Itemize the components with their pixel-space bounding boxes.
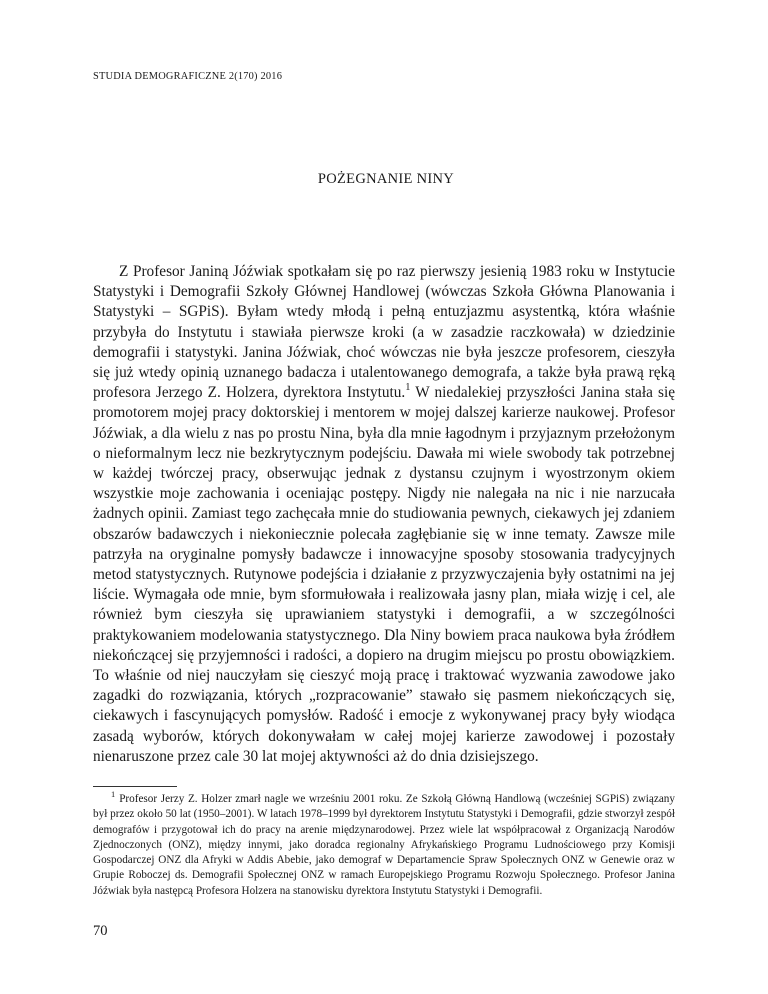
footnote-number: 1 [111,790,116,800]
body-paragraph [93,262,675,767]
footnote-text: Profesor Jerzy Z. Holzer zmarł nagle we wrześniu 2001 roku. Ze Szkołą Główną Handlową (wcześniej SGPiS) związany był przez około 50 lat (1950–2001). W latach 1978–1999 był dyrektorem Instytutu Statystyki i Demografii, gdzie stworzył zespół demografów i przygotował ich do pracy na arenie międzynarodowej. Przez wiele lat współpracował z Organizacją Narodów Zjednoczonych (ONZ), między innymi, jako doradca regionalny Afrykańskiego Programu Ludnościowego przy Komisji Gospodarczej ONZ dla Afryki w Addis Abebie, jako demograf w Departamencie Spraw Społecznych ONZ w Genewie oraz w Grupie Roboczej ds. Demografii Społecznej ONZ w ramach Europejskiego Programu Rozwoju Społecznego. Profesor Janina Jóźwiak była następcą Profesora Holzera na stanowisku dyrektora Instytutu Statystyki i Demografii. [93,793,675,897]
page-number: 70 [93,923,108,939]
footnote-reference[interactable]: 1 [405,382,411,394]
footnote-divider [93,786,177,787]
article-title: POŻEGNANIE NINY [317,171,455,187]
running-header: STUDIA DEMOGRAFICZNE 2(170) 2016 [93,71,283,82]
paragraph-text-part-2: W niedalekiej przyszłości Janina stała się promotorem mojej pracy doktorskiej i mentorem w mojej dalszej karierze naukowej. Profesor Jóźwiak, a dla wielu z nas po prostu Nina, była dla mnie łagodnym i przyjaznym przełożonym o nieformalnym lecz nie bezkrytycznym podejściu. Dawała mi wiele swobody tak potrzebnej w każdej twórczej pracy, obserwując jednak z dystansu czujnym i wyostrzonym okiem wszystkie moje zachowania i oceniając postępy. Nigdy nie nalegała na nic i nie narzucała żadnych opinii. Zamiast tego zachęcała mnie do studiowania pewnych, ciekawych jej zdaniem obszarów badawczych i niekoniecznie polecała zagłębianie się w inne tematy. Zawsze mile patrzyła na oryginalne pomysły badawcze i innowacyjne sposoby stosowania tradycyjnych metod statystycznych. Rutynowe podejścia i działanie z przyzwyczajenia były ostatnimi na jej liście. Wymagała ode mnie, bym sformułowała i realizowała jasny plan, miała wizję i cel, ale również bym cieszyła się uprawianiem statystyki i demografii, a w szczególności praktykowaniem modelowania statystycznego. Dla Niny bowiem praca naukowa była źródłem niekończącej się przyjemności i radości, a dopiero na drugim miejscu po prostu obowiązkiem. To właśnie od niej nauczyłam się cieszyć moją pracę i traktować wyzwania zawodowe jako zagadki do rozwiązania, których „rozpracowanie” stawało się pasmem niekończących się, ciekawych i fascynujących pomysłów. Radość i emocje z wykonywanej pracy były wiodąca zasadą wyborów, których dokonywałam w całej mojej karierze zawodowej i pozostały nienaruszone przez cale 30 lat mojej aktywności aż do dnia dzisiejszego. [93,384,675,765]
footnote [93,792,675,899]
paragraph-text-part-1: Z Profesor Janiną Jóźwiak spotkałam się po raz pierwszy jesienią 1983 roku w Instytucie Statystyki i Demografii Szkoły Głównej Handlowej (wówczas Szkoła Główna Planowania i Statystyki – SGPiS). Byłam wtedy młodą i pełną entuzjazmu asystentką, która właśnie przybyła do Instytutu i stawiała pierwsze kroki (a w zasadzie raczkowała) w dziedzinie demografii i statystyki. Janina Jóźwiak, choć wówczas nie była jeszcze profesorem, cieszyła się już wtedy opinią uznanego badacza i utalentowanego demografa, a także była prawą ręką profesora Jerzego Z. Holzera, dyrektora Instytutu. [93,263,675,402]
